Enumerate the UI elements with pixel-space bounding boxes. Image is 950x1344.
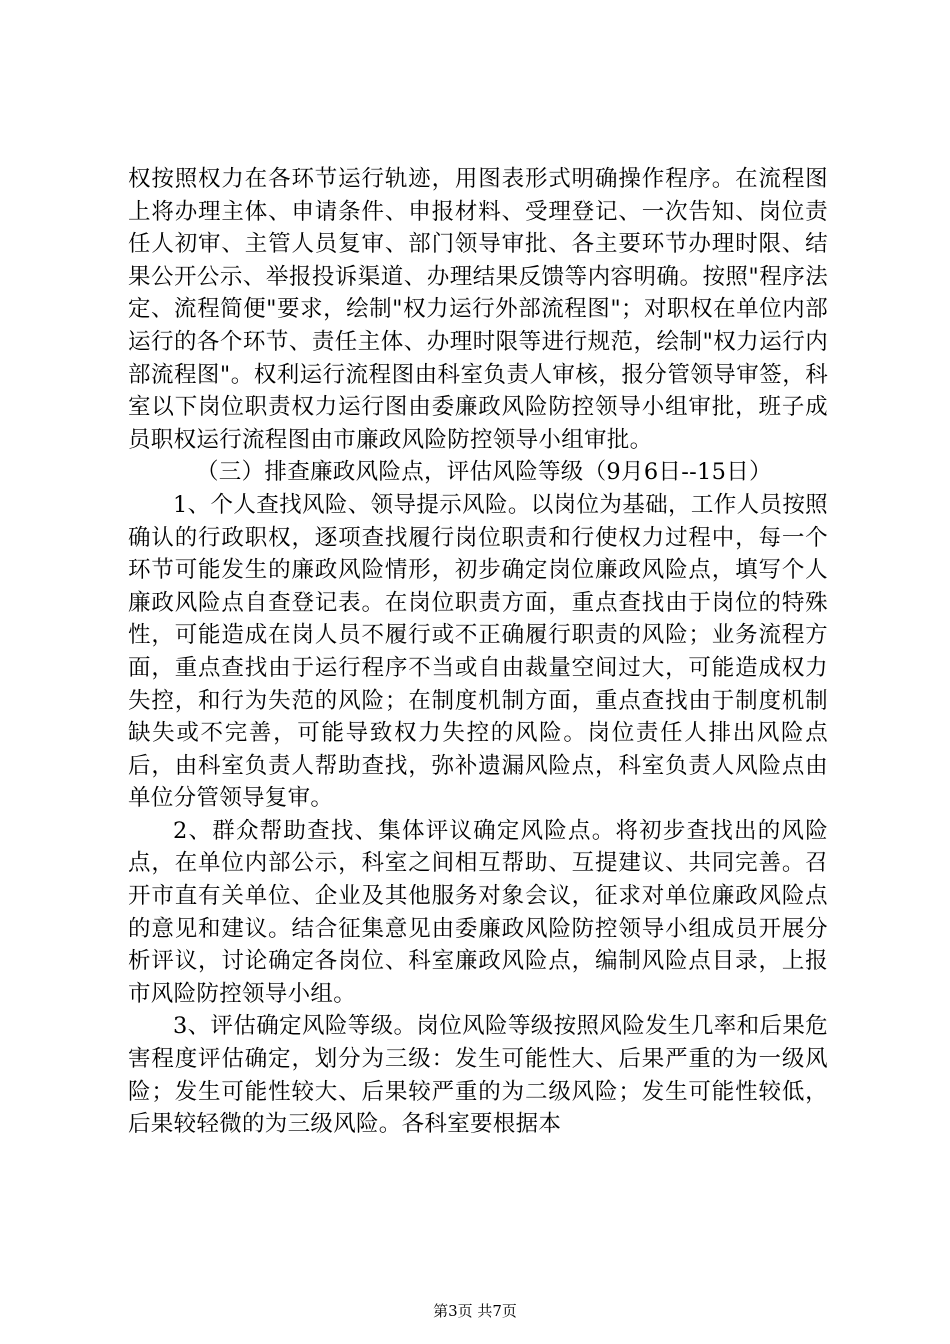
page-number-footer: 第3页 共7页: [433, 1302, 517, 1320]
paragraph-item-2: 2、群众帮助查找、集体评议确定风险点。将初步查找出的风险点，在单位内部公示，科室之间相互帮助、互提建议、共同完善。召开市直有关单位、企业及其他服务对象会议，征求对单位廉政风险点的意见和建议。结合征集意见由委廉政风险防控领导小组成员开展分析评议，讨论确定各岗位、科室廉政风险点，编制风险点目录，上报市风险防控领导小组。: [128, 817, 828, 1007]
paragraph-item-3: 3、评估确定风险等级。岗位风险等级按照风险发生几率和后果危害程度评估确定，划分为三级：发生可能性大、后果严重的为一级风险；发生可能性较大、后果较严重的为二级风险；发生可能性较低，后果较轻微的为三级风险。各科室要根据本: [128, 1013, 828, 1138]
paragraph-item-1: 1、个人查找风险、领导提示风险。以岗位为基础，工作人员按照确认的行政职权，逐项查找履行岗位职责和行使权力过程中，每一个环节可能发生的廉政风险情形，初步确定岗位廉政风险点，填写个人廉政风险点自查登记表。在岗位职责方面，重点查找由于岗位的特殊性，可能造成在岗人员不履行或不正确履行职责的风险；业务流程方面，重点查找由于运行程序不当或自由裁量空间过大，可能造成权力失控，和行为失范的风险；在制度机制方面，重点查找由于制度机制缺失或不完善，可能导致权力失控的风险。岗位责任人排出风险点后，由科室负责人帮助查找，弥补遗漏风险点，科室负责人风险点由单位分管领导复审。: [128, 491, 828, 812]
document-body: [128, 163, 828, 1141]
paragraph-flowchart-continuation: 权按照权力在各环节运行轨迹，用图表形式明确操作程序。在流程图上将办理主体、申请条件、申报材料、受理登记、一次告知、岗位责任人初审、主管人员复审、部门领导审批、各主要环节办理时限、结果公开公示、举报投诉渠道、办理结果反馈等内容明确。按照"程序法定、流程简便"要求，绘制"权力运行外部流程图"；对职权在单位内部运行的各个环节、责任主体、办理时限等进行规范，绘制"权力运行内部流程图"。权利运行流程图由科室负责人审核，报分管领导审签，科室以下岗位职责权力运行图由委廉政风险防控领导小组审批，班子成员职权运行流程图由市廉政风险防控领导小组审批。: [128, 166, 828, 453]
section-heading-risk-points: （三）排查廉政风险点，评估风险等级（9月6日--15日）: [196, 459, 772, 486]
